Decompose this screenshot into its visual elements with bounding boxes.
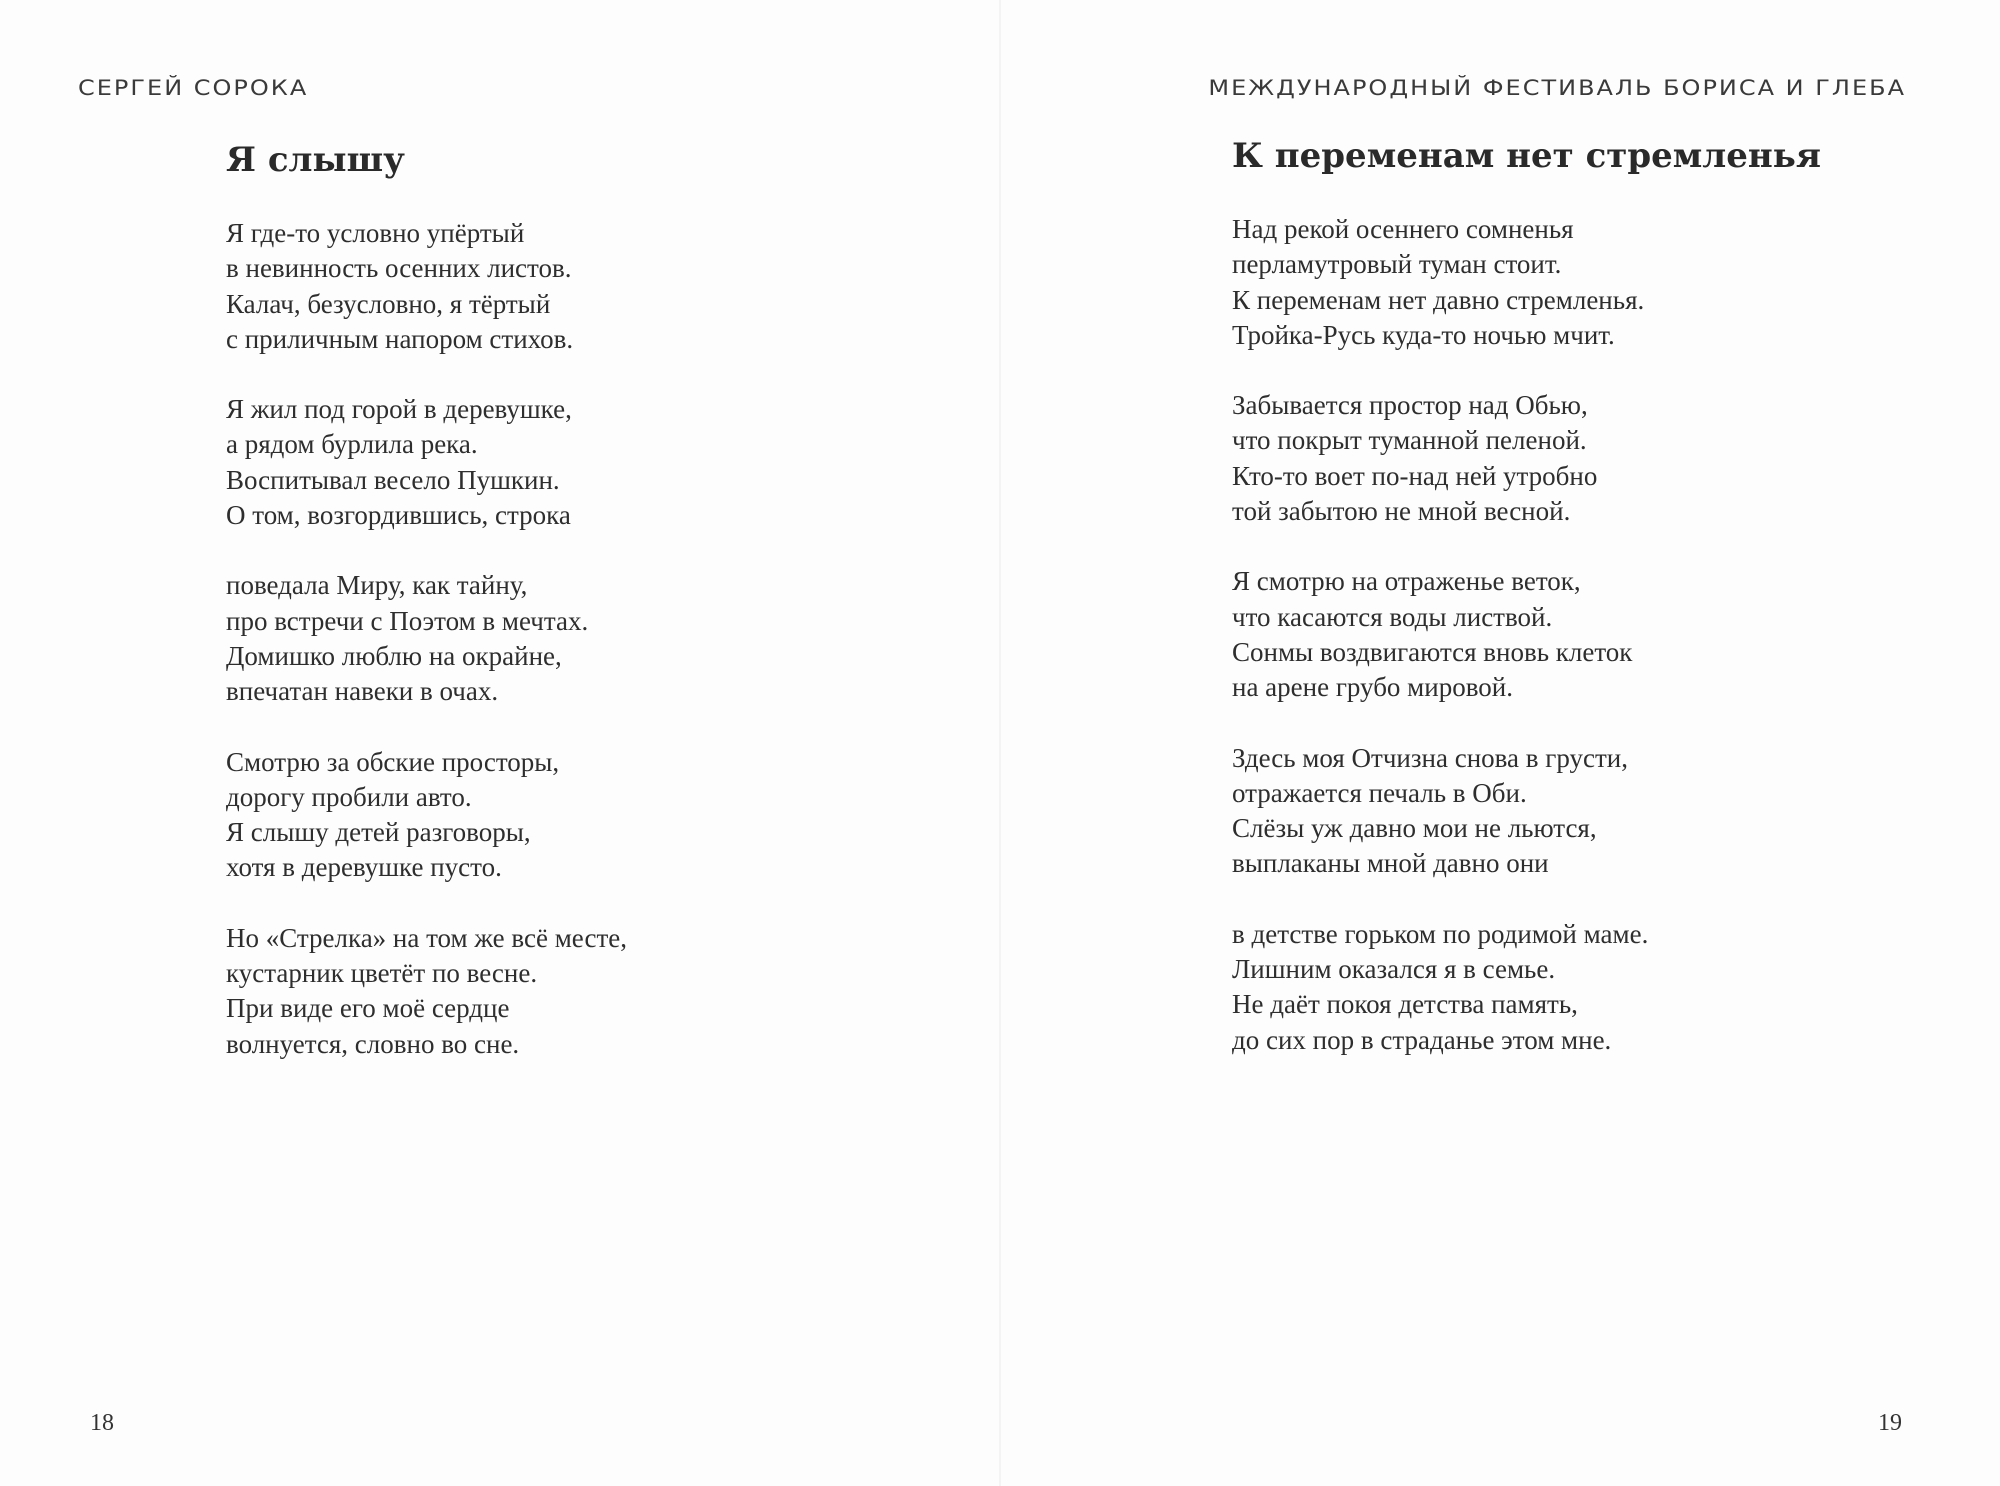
poem-body [1232, 212, 1648, 1093]
poem-line: что покрыт туманной пеленой. [1232, 425, 1587, 456]
poem-line: К переменам нет давно стремленья. [1232, 284, 1645, 315]
poem-line: Домишко люблю на окрайне, [226, 640, 562, 671]
poem-line: Кто-то воет по-над ней утробно [1232, 460, 1598, 491]
poem-line: Забывается простор над Обью, [1232, 390, 1588, 421]
poem-line: поведала Миру, как тайну, [226, 570, 528, 601]
stanza [1232, 212, 1648, 353]
poem-line: в невинность осенних листов. [226, 253, 572, 284]
poem-line: в детстве горьком по родимой маме. [1232, 918, 1649, 949]
stanza [1232, 917, 1648, 1058]
poem-line: выплаканы мной давно они [1232, 848, 1549, 879]
poem-line: Калач, безусловно, я тёртый [226, 288, 551, 319]
poem-line: перламутровый туман стоит. [1232, 249, 1562, 280]
poem-line: При виде его моё сердце [226, 993, 510, 1024]
stanza [226, 921, 627, 1062]
poem-line: хотя в деревушке пусто. [226, 852, 502, 883]
poem-line: а рядом бурлила река. [226, 429, 478, 460]
stanza [226, 568, 627, 709]
poem-line: Лишним оказался я в семье. [1232, 954, 1556, 985]
poem-line: Не даёт покоя детства память, [1232, 989, 1578, 1020]
poem-line: Над рекой осеннего сомненья [1232, 214, 1574, 244]
poem-line: Воспитывал весело Пушкин. [226, 464, 560, 495]
running-head-festival: МЕЖДУНАРОДНЫЙ ФЕСТИВАЛЬ БОРИСА И ГЛЕБА [1208, 75, 1906, 101]
poem-line: Здесь моя Отчизна снова в грусти, [1232, 742, 1628, 773]
page-number: 19 [1878, 1410, 1902, 1436]
stanza [226, 216, 627, 357]
poem-line: Но «Стрелка» на том же всё месте, [226, 922, 627, 953]
poem-line: Слёзы уж давно мои не льются, [1232, 813, 1597, 844]
poem-line: впечатан навеки в очах. [226, 676, 499, 707]
running-head-author: СЕРГЕЙ СОРОКА [78, 75, 309, 101]
poem-line: Смотрю за обские просторы, [226, 746, 560, 777]
poem-line: кустарник цветёт по весне. [226, 958, 538, 989]
poem-line: Я жил под горой в деревушке, [226, 394, 572, 425]
stanza [226, 745, 627, 886]
stanza [1232, 564, 1648, 705]
poem-line: Сонмы воздвигаются вновь клеток [1232, 636, 1633, 667]
poem-line: про встречи с Поэтом в мечтах. [226, 605, 589, 636]
poem-title: Я слышу [226, 140, 405, 180]
poem-line: Я смотрю на отраженье веток, [1232, 566, 1581, 597]
poem-line: дорогу пробили авто. [226, 781, 472, 812]
page-number: 18 [90, 1410, 114, 1436]
poem-line: что касаются воды листвой. [1232, 601, 1553, 632]
poem-line: на арене грубо мировой. [1232, 672, 1513, 703]
poem-body [226, 216, 627, 1097]
right-page [1000, 0, 2000, 1486]
poem-line: той забытою не мной весной. [1232, 496, 1571, 527]
stanza [226, 392, 627, 533]
poem-line: до сих пор в страданье этом мне. [1232, 1024, 1612, 1055]
poem-line: Я слышу детей разговоры, [226, 817, 531, 848]
poem-line: Я где-то условно упёртый [226, 218, 525, 248]
poem-line: волнуется, словно во сне. [226, 1028, 520, 1059]
poem-line: О том, возгордившись, строка [226, 500, 571, 531]
stanza [1232, 741, 1648, 882]
poem-line: с приличным напором стихов. [226, 323, 574, 354]
poem-line: Тройка-Русь куда-то ночью мчит. [1232, 319, 1615, 350]
poem-line: отражается печаль в Оби. [1232, 777, 1527, 808]
stanza [1232, 388, 1648, 529]
poem-title: К переменам нет стремленья [1232, 136, 1821, 176]
